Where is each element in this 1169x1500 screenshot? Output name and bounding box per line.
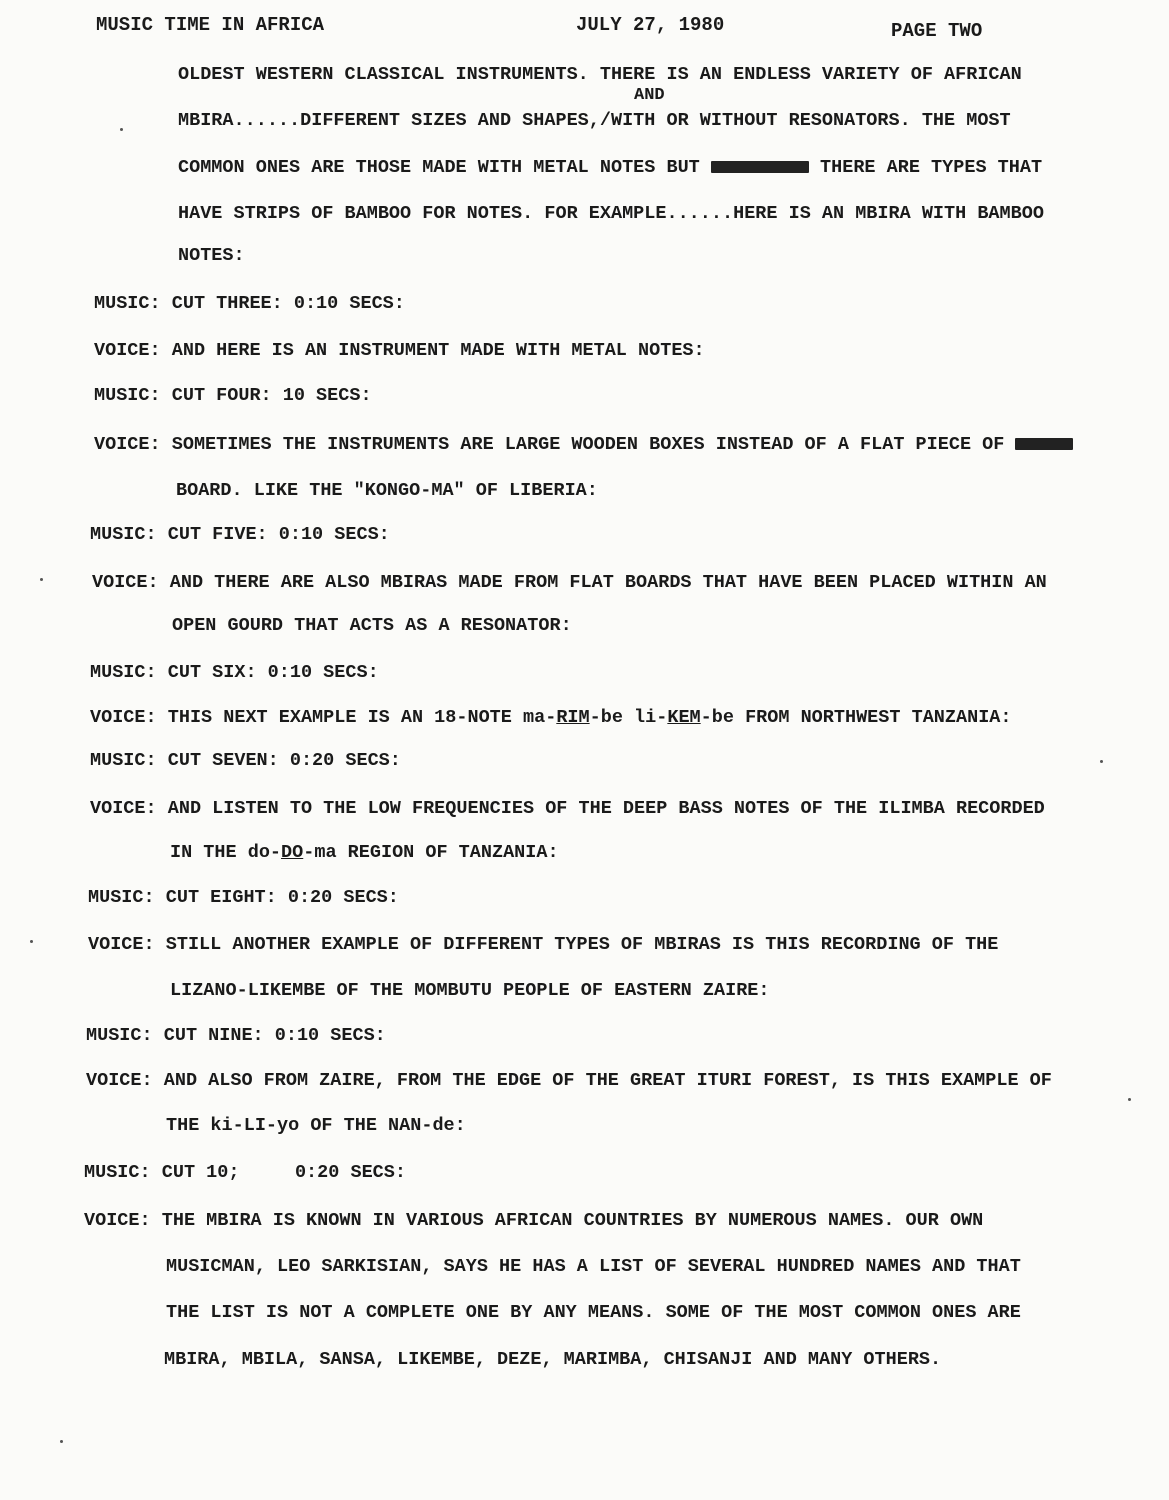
paper-speck: [1128, 1098, 1131, 1101]
cue-text: CUT SEVEN: 0:20 SECS:: [167, 750, 401, 771]
cue-text: CUT THREE: 0:10 SECS:: [171, 293, 405, 314]
body-line-2: MBIRA......DIFFERENT SIZES AND SHAPES,/WITH OR WITHOUT RESONATORS. THE MOST: [178, 110, 1011, 131]
cue-label: VOICE:: [86, 1070, 153, 1091]
body-line-3: [178, 157, 1042, 179]
body-line-3a: COMMON ONES ARE THOSE MADE WITH METAL NOTES BUT: [178, 157, 700, 178]
body-line-3b: THERE ARE TYPES THAT: [820, 157, 1043, 178]
cue-label: MUSIC:: [84, 1162, 151, 1183]
cue-text: AND ALSO FROM ZAIRE, FROM THE EDGE OF THE GREAT ITURI FOREST, IS THIS EXAMPLE OF: [163, 1070, 1052, 1091]
cue-voice-8-cont-2: THE LIST IS NOT A COMPLETE ONE BY ANY MEANS. SOME OF THE MOST COMMON ONES ARE: [166, 1302, 1021, 1323]
cue-voice-8: [84, 1210, 983, 1232]
cue-music-8: [88, 887, 399, 909]
page-header: [96, 14, 1096, 44]
cue-voice-4: [90, 707, 1012, 729]
cue-voice-5: [90, 798, 1045, 820]
cue-text-part: -be FROM NORTHWEST TANZANIA:: [700, 707, 1012, 728]
cue-voice-5-cont: [170, 842, 559, 864]
cue-label: VOICE:: [94, 434, 161, 455]
cue-label: VOICE:: [90, 707, 157, 728]
program-title: MUSIC TIME IN AFRICA: [96, 14, 325, 36]
cue-voice-6: [88, 934, 998, 956]
paper-speck: [40, 578, 43, 581]
paper-speck: [120, 128, 123, 131]
paper-speck: [60, 1440, 63, 1443]
cue-voice-3: [92, 572, 1047, 594]
cue-label: VOICE:: [94, 340, 161, 361]
cue-text-part: IN THE do-: [170, 842, 282, 863]
stressed-syllable: KEM: [667, 707, 701, 728]
cue-label: MUSIC:: [86, 1025, 153, 1046]
cue-voice-7: [86, 1070, 1052, 1092]
cue-voice-8-cont-1: MUSICMAN, LEO SARKISIAN, SAYS HE HAS A LIST OF SEVERAL HUNDRED NAMES AND THAT: [166, 1256, 1021, 1277]
cue-text: [168, 707, 1012, 728]
stressed-syllable: RIM: [556, 707, 590, 728]
paper-speck: [1100, 760, 1103, 763]
cue-text: CUT SIX: 0:10 SECS:: [167, 662, 379, 683]
cue-label: VOICE:: [84, 1210, 151, 1231]
cue-voice-1: [94, 340, 705, 362]
cue-label: MUSIC:: [90, 750, 157, 771]
cue-text: CUT EIGHT: 0:20 SECS:: [165, 887, 399, 908]
broadcast-date: JULY 27, 1980: [576, 14, 725, 36]
cue-text-part: THIS NEXT EXAMPLE IS AN 18-NOTE ma-: [167, 707, 557, 728]
cue-text-part: -be li-: [589, 707, 668, 728]
page-number: PAGE TWO: [891, 20, 983, 42]
cue-label: VOICE:: [90, 798, 157, 819]
cue-voice-7-cont: THE ki-LI-yo OF THE NAN-de:: [166, 1115, 466, 1136]
stressed-syllable: DO: [281, 842, 304, 863]
handwritten-insert: AND: [634, 86, 665, 105]
cue-text: CUT NINE: 0:10 SECS:: [163, 1025, 386, 1046]
cue-label: MUSIC:: [90, 524, 157, 545]
body-line-4: HAVE STRIPS OF BAMBOO FOR NOTES. FOR EXAMPLE......HERE IS AN MBIRA WITH BAMBOO: [178, 203, 1044, 224]
cue-label: VOICE:: [92, 572, 159, 593]
cue-music-5: [90, 524, 390, 546]
cue-text: THE MBIRA IS KNOWN IN VARIOUS AFRICAN COUNTRIES BY NUMEROUS NAMES. OUR OWN: [161, 1210, 984, 1231]
cue-text: STILL ANOTHER EXAMPLE OF DIFFERENT TYPES OF MBIRAS IS THIS RECORDING OF THE: [165, 934, 999, 955]
paper-speck: [30, 940, 33, 943]
cue-label: MUSIC:: [94, 385, 161, 406]
cue-label: MUSIC:: [88, 887, 155, 908]
cue-music-4: [94, 385, 372, 407]
cue-text: CUT 10; 0:20 SECS:: [161, 1162, 406, 1183]
cue-music-7: [90, 750, 401, 772]
cue-voice-2: [94, 434, 1073, 456]
cue-text: AND THERE ARE ALSO MBIRAS MADE FROM FLAT BOARDS THAT HAVE BEEN PLACED WITHIN AN: [169, 572, 1047, 593]
cue-label: VOICE:: [88, 934, 155, 955]
cue-voice-6-cont: LIZANO-LIKEMBE OF THE MOMBUTU PEOPLE OF EASTERN ZAIRE:: [170, 980, 770, 1001]
cue-voice-8-cont-3: MBIRA, MBILA, SANSA, LIKEMBE, DEZE, MARIMBA, CHISANJI AND MANY OTHERS.: [164, 1349, 942, 1370]
cue-label: MUSIC:: [94, 293, 161, 314]
cue-voice-2-cont: BOARD. LIKE THE "KONGO-MA" OF LIBERIA:: [176, 480, 598, 501]
cue-music-10: [84, 1162, 406, 1184]
cue-text: CUT FOUR: 10 SECS:: [171, 385, 372, 406]
cue-text: AND HERE IS AN INSTRUMENT MADE WITH METAL NOTES:: [171, 340, 705, 361]
cue-music-6: [90, 662, 379, 684]
body-line-5: NOTES:: [178, 245, 245, 266]
cue-text: CUT FIVE: 0:10 SECS:: [167, 524, 390, 545]
cue-text-part: -ma REGION OF TANZANIA:: [303, 842, 559, 863]
cue-text: AND LISTEN TO THE LOW FREQUENCIES OF THE DEEP BASS NOTES OF THE ILIMBA RECORDED: [167, 798, 1045, 819]
cue-music-9: [86, 1025, 386, 1047]
cue-voice-3-cont: OPEN GOURD THAT ACTS AS A RESONATOR:: [172, 615, 572, 636]
struck-out-word: [1015, 438, 1073, 450]
cue-music-3: [94, 293, 405, 315]
cue-label: MUSIC:: [90, 662, 157, 683]
body-line-1: OLDEST WESTERN CLASSICAL INSTRUMENTS. THERE IS AN ENDLESS VARIETY OF AFRICAN: [178, 64, 1022, 85]
cue-text: SOMETIMES THE INSTRUMENTS ARE LARGE WOODEN BOXES INSTEAD OF A FLAT PIECE OF: [171, 434, 1005, 455]
struck-out-word: [711, 161, 809, 173]
